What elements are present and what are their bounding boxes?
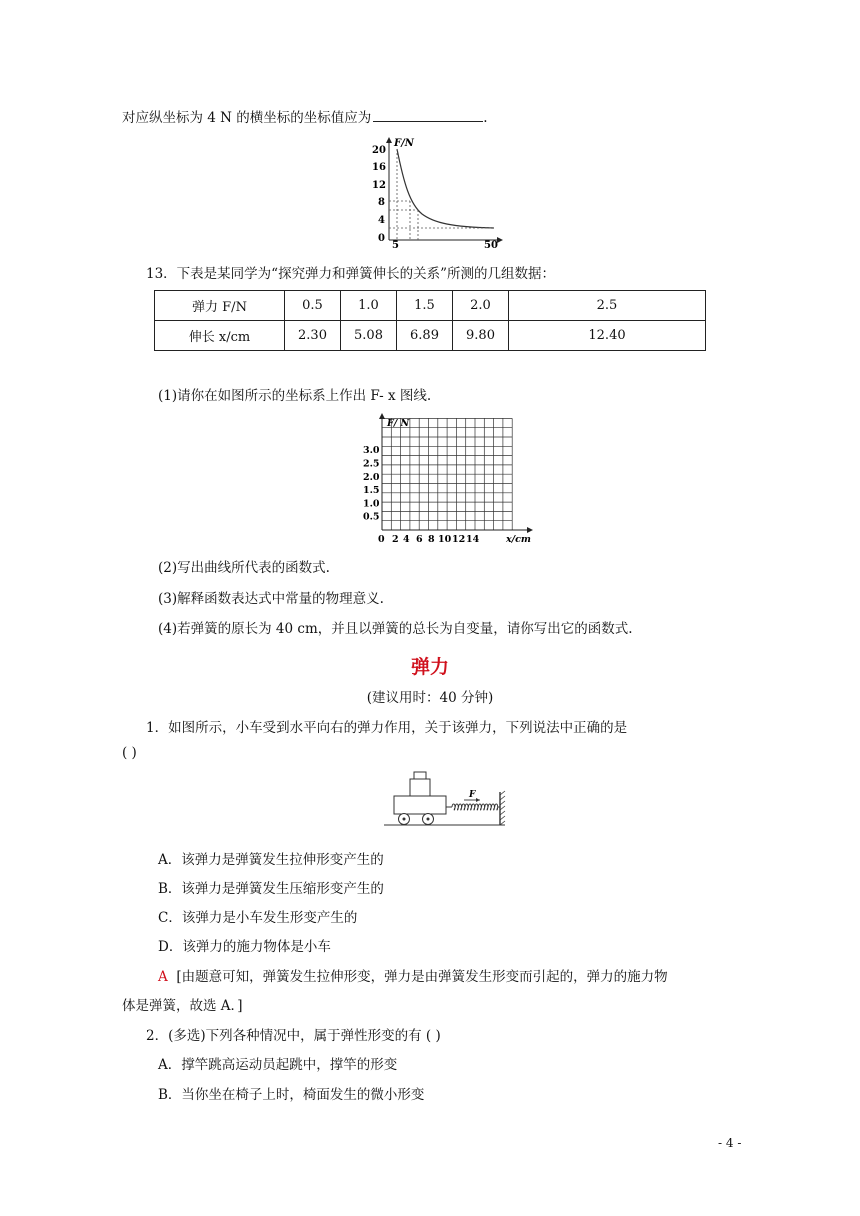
y-tick: 2.5 <box>363 458 380 470</box>
y-tick: 12 <box>372 180 386 191</box>
wall-hatching <box>500 791 505 825</box>
y-tick: 0.5 <box>363 511 380 523</box>
table-cell: 2.0 <box>453 291 509 321</box>
row-header-force: 弹力 F/N <box>155 291 285 321</box>
x-tick: 2 <box>392 534 399 544</box>
q13-part1: (1)请你在如图所示的坐标系上作出 F- x 图线. <box>158 388 432 404</box>
data-table <box>154 290 706 351</box>
wheel-hub <box>427 818 430 821</box>
time-note: (建议用时：40 分钟) <box>366 690 494 706</box>
q1-explanation-line2: 体是弹簧，故选 A．] <box>122 998 243 1014</box>
cart-spring-figure <box>380 770 515 832</box>
q13-part2: (2)写出曲线所代表的函数式. <box>158 560 330 576</box>
q1-option-b: B．该弹力是弹簧发生压缩形变产生的 <box>158 881 384 897</box>
wheel-hub <box>403 818 406 821</box>
y-tick: 0 <box>378 233 385 244</box>
q13-part4: (4)若弹簧的原长为 40 cm，并且以弹簧的总长为自变量，请你写出它的函数式. <box>158 621 633 637</box>
y-tick: 3.0 <box>363 445 380 457</box>
table-row <box>155 291 706 321</box>
x-tick: 6 <box>416 534 423 544</box>
q2-option-a: A．撑竿跳高运动员起跳中，撑竿的形变 <box>158 1057 398 1073</box>
y-tick: 1.0 <box>363 498 380 510</box>
y-tick: 8 <box>378 197 385 208</box>
y-tick: 1.5 <box>363 485 380 497</box>
table-cell: 5.08 <box>341 321 397 351</box>
table-cell: 1.5 <box>397 291 453 321</box>
row-header-extension: 伸长 x/cm <box>155 321 285 351</box>
inverse-curve <box>397 149 494 228</box>
q1-option-d: D．该弹力的施力物体是小车 <box>158 939 331 955</box>
intro-line <box>122 106 488 126</box>
table-row <box>155 321 706 351</box>
inverse-curve-graph <box>360 134 505 250</box>
x-tick: 12 <box>452 534 466 544</box>
q1-answer: A <box>158 969 168 985</box>
x-tick: 0 <box>378 534 385 544</box>
table-cell: 2.30 <box>285 321 341 351</box>
q13-title: 13．下表是某同学为“探究弹力和弹簧伸长的关系”所测的几组数据： <box>146 266 555 282</box>
q1-option-c: C．该弹力是小车发生形变产生的 <box>158 910 358 926</box>
dashed-guides <box>389 149 494 240</box>
spring <box>452 804 500 810</box>
cart-body <box>394 796 446 814</box>
x-tick: 8 <box>428 534 435 544</box>
grid-lines <box>382 418 512 530</box>
table-cell: 0.5 <box>285 291 341 321</box>
y-tick: 20 <box>372 145 386 156</box>
page-number: - 4 - <box>718 1136 742 1150</box>
weight-top <box>414 772 426 779</box>
q13-part3: (3)解释函数表达式中常量的物理意义. <box>158 591 384 607</box>
x-tick: 5 <box>392 240 399 250</box>
q1-option-a: A．该弹力是弹簧发生拉伸形变产生的 <box>158 852 384 868</box>
x-tick: 4 <box>403 534 410 544</box>
q1-explanation-line1: [由题意可知，弹簧发生拉伸形变，弹力是由弹簧发生形变而引起的，弹力的施力物 <box>176 969 668 985</box>
x-tick: 14 <box>466 534 480 544</box>
x-tick: 10 <box>438 534 452 544</box>
table-cell: 1.0 <box>341 291 397 321</box>
force-label: F <box>469 790 476 800</box>
section-title: 弹力 <box>410 656 449 678</box>
table-cell: 2.5 <box>509 291 706 321</box>
q1-stem-line1: 1．如图所示，小车受到水平向右的弹力作用，关于该弹力，下列说法中正确的是 <box>146 720 628 736</box>
table-cell: 12.40 <box>509 321 706 351</box>
y-axis-label: F/ N <box>387 418 410 429</box>
x-axis-label: x/cm <box>506 534 531 544</box>
x-tick: 50 <box>484 240 498 250</box>
q1-stem-line2: ( ) <box>122 745 137 761</box>
weight-block <box>410 779 430 796</box>
answer-blank <box>373 108 483 122</box>
table-cell: 9.80 <box>453 321 509 351</box>
y-tick: 16 <box>372 162 386 173</box>
y-axis-label: F/N <box>394 138 414 149</box>
table-cell: 6.89 <box>397 321 453 351</box>
q1-answer-line <box>158 965 668 985</box>
grid-graph <box>360 412 535 544</box>
q2-stem: 2．(多选)下列各种情况中，属于弹性形变的有 ( ) <box>146 1028 441 1044</box>
q2-option-b: B．当你坐在椅子上时，椅面发生的微小形变 <box>158 1087 425 1103</box>
y-tick: 2.0 <box>363 471 380 483</box>
intro-text: 对应纵坐标为 4 N 的横坐标的坐标值应为 <box>122 110 372 126</box>
intro-end: . <box>483 110 488 126</box>
y-tick: 4 <box>378 215 385 226</box>
